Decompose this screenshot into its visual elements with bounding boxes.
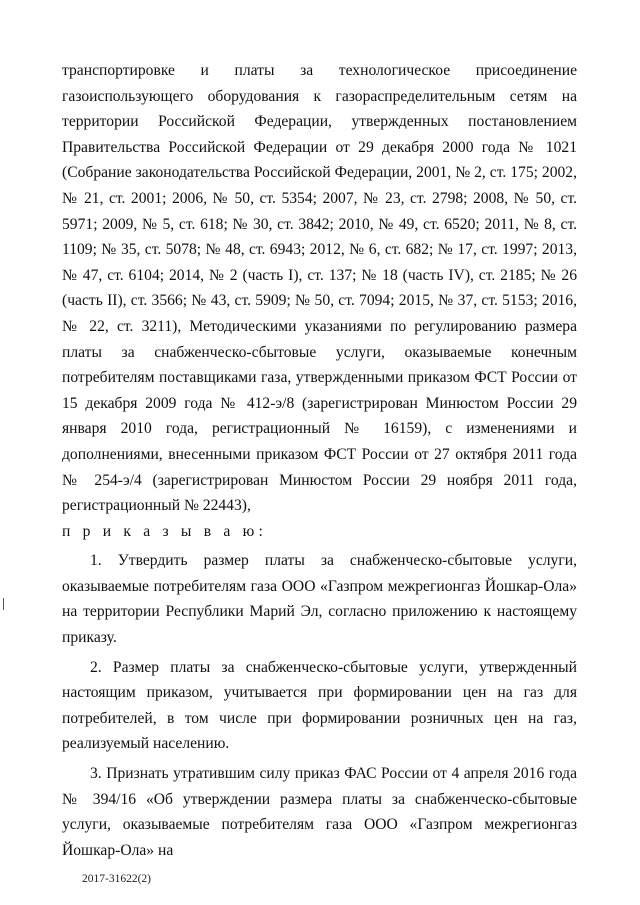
document-body [62, 58, 577, 863]
paragraph-item-3: 3. Признать утратившим силу приказ ФАС России от 4 апреля 2016 года № 394/16 «Об утверждении размера платы за снабженческо-сбытовые услуги, оказываемые потребителям газа ООО «Газпром межрегионгаз Йошкар-Ола» на [62, 765, 577, 859]
paragraph-item-1: 1. Утвердить размер платы за снабженческо-сбытовые услуги, оказываемые потребителям газа ООО «Газпром межрегионгаз Йошкар-Ола» на территории Республики Марий Эл, согласно приложению к настоящему приказу. [62, 552, 577, 647]
paragraph-legal-basis: транспортировке и платы за технологическое присоединение газоиспользующего оборудования к газораспределительным сетям на территории Российской Федерации, утвержденных постановлением Правительства Российской Федерации от 29 декабря 2000 года № 1021 (Собрание законодательства Российской Федерации, 2001, № 2, ст. 175; 2002, № 21, ст. 2001; 2006, № 50, ст. 5354; 2007, № 23, ст. 2798; 2008, № 50, ст. 5971; 2009, № 5, ст. 618; № 30, ст. 3842; 2010, № 49, ст. 6520; 2011, № 8, ст. 1109; № 35, ст. 5078; № 48, ст. 6943; 2012, № 6, ст. 682; № 17, ст. 1997; 2013, № 47, ст. 6104; 2014, № 2 (часть I), ст. 137; № 18 (часть IV), ст. 2185; № 26 (часть II), ст. 3566; № 43, ст. 5909; № 50, ст. 7094; 2015, № 37, ст. 5153; 2016, № 22, ст. 3211), Методическими указаниями по регулированию размера платы за снабженческо-сбытовые услуги, оказываемые конечным потребителям поставщиками газа, утвержденными приказом ФСТ России от 15 декабря 2009 года № 412-э/8 (зарегистрирован Минюстом России 29 января 2010 года, регистрационный № 16159), с изменениями и дополнениями, внесенными приказом ФСТ России от 27 октября 2011 года № 254-э/4 (зарегистрирован Минюстом России 29 ноября 2011 года, регистрационный № 22443), [62, 62, 577, 515]
paragraph-item-2: 2. Размер платы за снабженческо-сбытовые услуги, утвержденный настоящим приказом, учитывается при формировании цен на газ для потребителей, в том числе при формировании розничных цен на газ, реализуемый населению. [62, 658, 577, 753]
margin-mark [3, 598, 4, 610]
document-registration-code: 2017-31622(2) [82, 873, 151, 885]
order-command: п р и к а з ы в а ю: [62, 522, 267, 540]
